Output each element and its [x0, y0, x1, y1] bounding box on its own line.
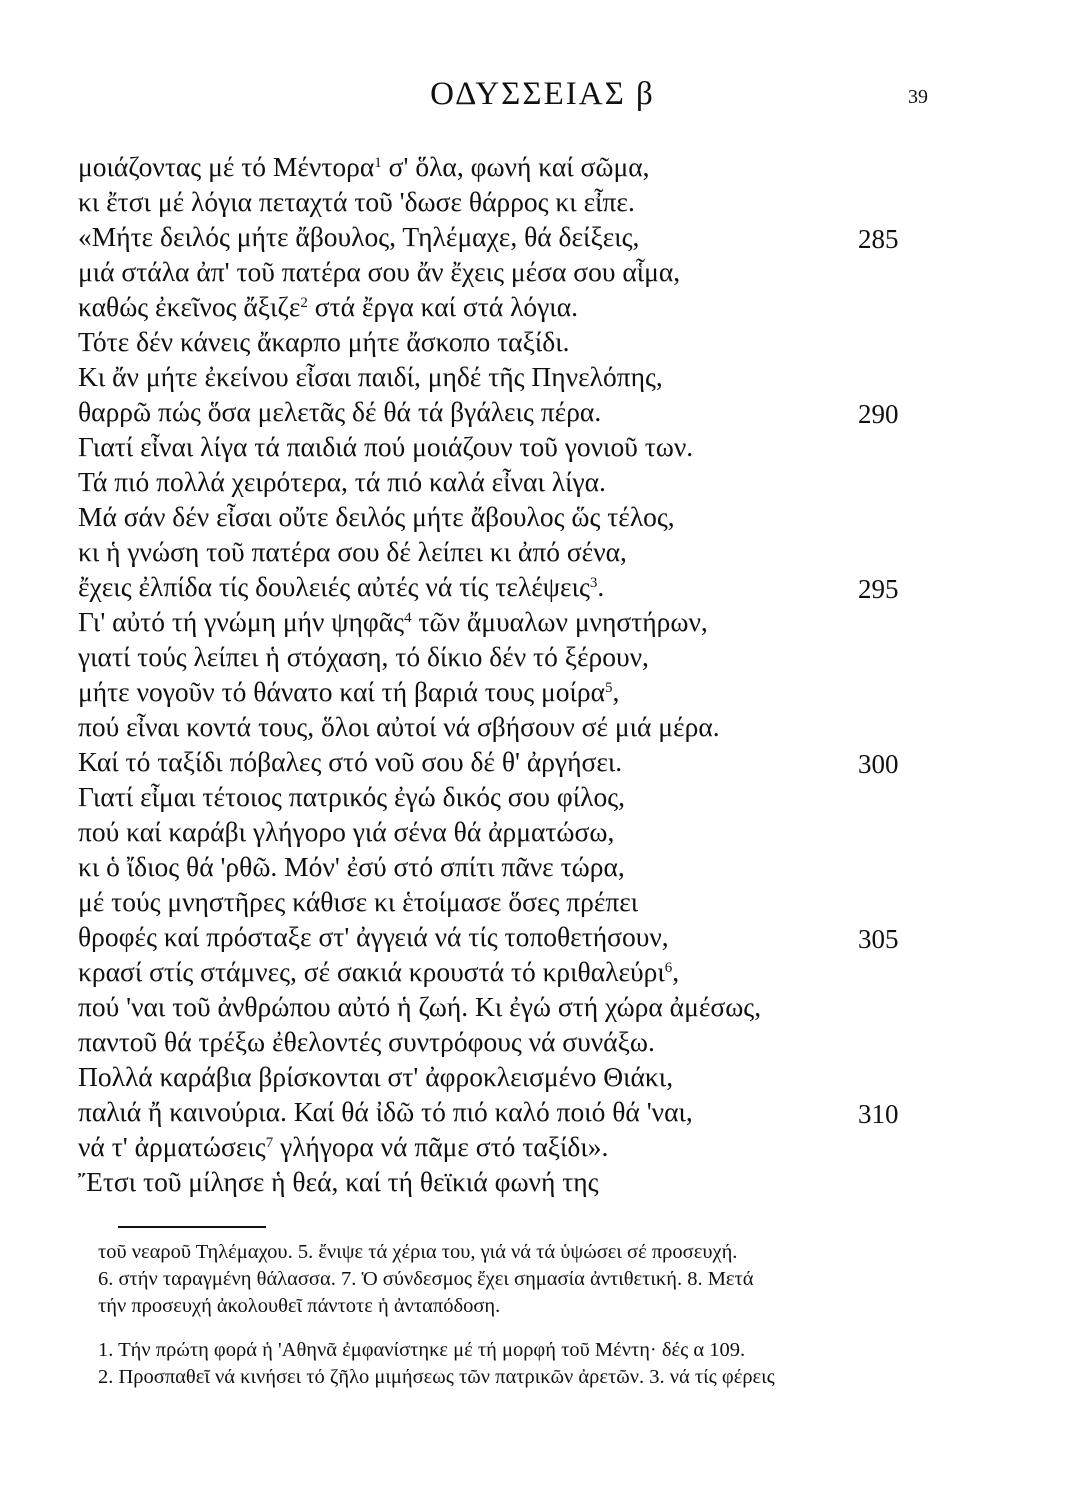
verse-line: κι ἔτσι μέ λόγια πεταχτά τοῦ 'δωσε θάρρος κι εἶπε. [78, 186, 635, 217]
verse-line: κρασί στίς στάμνες, σέ σακιά κρουστά τό κριθαλεύρι$^6$, [78, 956, 680, 987]
line-number: 295 [858, 574, 899, 604]
verse-line: Μά σάν δέν εἶσαι οὔτε δειλός μήτε ἄβουλος ὥς τέλος, [78, 501, 675, 532]
verse-line: παντοῦ θά τρέξω ἐθελοντές συντρόφους νά συνάξω. [78, 1026, 655, 1057]
verse-line: Τά πιό πολλά χειρότερα, τά πιό καλά εἶναι λίγα. [78, 466, 606, 497]
page-number: 39 [908, 86, 928, 108]
footnote-line: τήν προσευχή ἀκολουθεῖ πάντοτε ἡ ἀνταπόδοση. [98, 1295, 501, 1317]
verse-line: πού 'ναι τοῦ ἀνθρώπου αὐτό ἡ ζωή. Κι ἐγώ στή χώρα ἀμέσως, [78, 991, 762, 1022]
line-number: 310 [858, 1099, 899, 1129]
line-number: 300 [858, 749, 899, 779]
page-title: ΟΔΥΣΣΕΙΑΣ β [430, 76, 655, 112]
verse-line: μοιάζοντας μέ τό Μέντορα$^1$ σ' ὅλα, φωνή καί σῶμα, [78, 151, 650, 182]
verse-line: μήτε νογοῦν τό θάνατο καί τή βαριά τους μοίρα$^5$, [78, 676, 620, 707]
verse-line: μιά στάλα ἀπ' τοῦ πατέρα σου ἄν ἔχεις μέσα σου αἷμα, [78, 256, 681, 287]
verse-line: Γι' αὐτό τή γνώμη μήν ψηφᾶς$^4$ τῶν ἄμυαλων μνηστήρων, [78, 606, 708, 637]
footnote-line: 6. στήν ταραγμένη θάλασσα. 7. Ὁ σύνδεσμος ἔχει σημασία ἀντιθετική. 8. Μετά [98, 1268, 754, 1290]
verse-line: γιατί τούς λείπει ἡ στόχαση, τό δίκιο δέν τό ξέρουν, [78, 641, 649, 672]
verse-line: Κι ἄν μήτε ἐκείνου εἶσαι παιδί, μηδέ τῆς Πηνελόπης, [78, 361, 663, 392]
verse-line: Καί τό ταξίδι πόβαλες στό νοῦ σου δέ θ' ἀργήσει. [78, 746, 623, 777]
verse-line: καθώς ἐκεῖνος ἄξιζε$^2$ στά ἔργα καί στά λόγια. [78, 291, 578, 322]
verse-line: μέ τούς μνηστῆρες κάθισε κι ἑτοίμασε ὅσες πρέπει [78, 886, 639, 917]
verse-line: νά τ' ἀρματώσεις$^7$ γλήγορα νά πᾶμε στό ταξίδι». [78, 1131, 609, 1162]
verse-line: πού καί καράβι γλήγορο γιά σένα θά ἀρματώσω, [78, 816, 615, 847]
verse-line: Τότε δέν κάνεις ἄκαρπο μήτε ἄσκοπο ταξίδι. [78, 326, 570, 357]
verse-line: θροφές καί πρόσταξε στ' ἀγγειά νά τίς τοποθετήσουν, [78, 921, 669, 952]
verse-line: θαρρῶ πώς ὅσα μελετᾶς δέ θά τά βγάλεις πέρα. [78, 396, 602, 427]
verse-line: Ἔτσι τοῦ μίλησε ἡ θεά, καί τή θεϊκιά φωνή της [78, 1166, 599, 1197]
footnote-line: 1. Τήν πρώτη φορά ἡ 'Αθηνᾶ ἐμφανίστηκε μέ τή μορφή τοῦ Μέντη· δές α 109. [98, 1339, 746, 1361]
verse-line: παλιά ἤ καινούρια. Καί θά ἰδῶ τό πιό καλό ποιό θά 'ναι, [78, 1096, 693, 1127]
footnote-line: τοῦ νεαροῦ Τηλέμαχου. 5. ἔνιψε τά χέρια του, γιά νά τά ὑψώσει σέ προσευχή. [98, 1241, 738, 1263]
footnote-separator [118, 1226, 266, 1228]
verse-line: Γιατί εἶμαι τέτοιος πατρικός ἐγώ δικός σου φίλος, [78, 781, 625, 812]
line-number: 305 [858, 924, 899, 954]
verse-line: πού εἶναι κοντά τους, ὅλοι αὐτοί νά σβήσουν σέ μιά μέρα. [78, 711, 720, 742]
footnote-line: 2. Προσπαθεῖ νά κινήσει τό ζῆλο μιμήσεως τῶν πατρικῶν ἀρετῶν. 3. νά τίς φέρεις [98, 1366, 775, 1388]
verse-line: ἔχεις ἐλπίδα τίς δουλειές αὐτές νά τίς τελέψεις$^3$. [78, 571, 605, 602]
verse-line: Γιατί εἶναι λίγα τά παιδιά πού μοιάζουν τοῦ γονιοῦ των. [78, 431, 694, 462]
verse-line: «Μήτε δειλός μήτε ἄβουλος, Τηλέμαχε, θά δείξεις, [78, 221, 640, 252]
line-number: 285 [858, 224, 899, 254]
verse-line: κι ὁ ἴδιος θά 'ρθῶ. Μόν' ἐσύ στό σπίτι πᾶνε τώρα, [78, 851, 625, 882]
verse-line: κι ἡ γνώση τοῦ πατέρα σου δέ λείπει κι ἀπό σένα, [78, 536, 627, 567]
line-number: 290 [858, 399, 899, 429]
verse-line: Πολλά καράβια βρίσκονται στ' ἀφροκλεισμένο Θιάκι, [78, 1061, 674, 1092]
